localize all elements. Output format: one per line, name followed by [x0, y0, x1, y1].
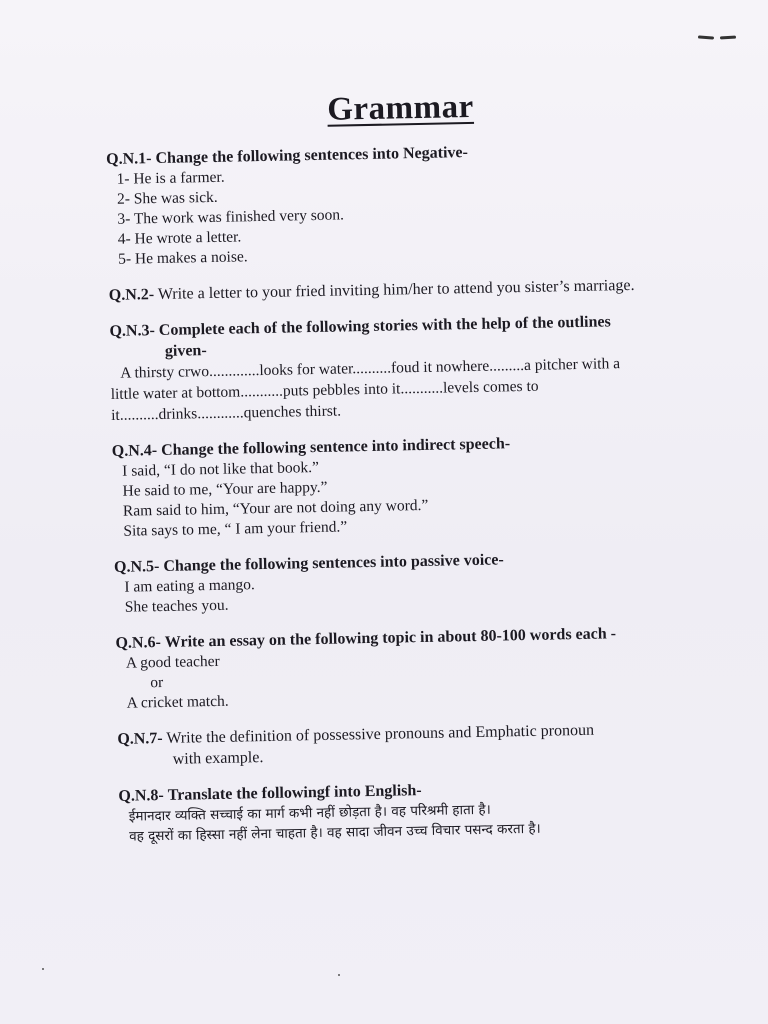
speck — [42, 968, 44, 970]
list-item: A good teacher — [125, 652, 220, 672]
question-3 — [109, 309, 711, 425]
question-number: Q.N.7- — [117, 730, 163, 748]
page-title: Grammar — [326, 88, 475, 128]
list-item: She teaches you. — [124, 596, 229, 616]
question-heading: Change the following sentences into Negative- — [155, 144, 469, 168]
question-heading: Translate the followingf into English- — [167, 782, 422, 804]
question-number: Q.N.1- — [106, 150, 152, 168]
list-item: 4- He wrote a letter. — [117, 228, 242, 248]
question-number: Q.N.8- — [118, 787, 164, 805]
worksheet — [105, 84, 720, 861]
hindi-line: वह दूसरों का हिस्सा नहीं लेना चाहता है। वह सादा जीवन उच्च विचार पसन्द करता है। — [129, 820, 541, 845]
question-heading: Write an essay on the following topic in about 80-100 words each - — [164, 625, 617, 651]
question-number: Q.N.5- — [113, 558, 160, 576]
list-item: A cricket match. — [126, 692, 229, 712]
list-item: 1- He is a farmer. — [116, 168, 225, 188]
question-7 — [117, 717, 718, 771]
list-item: I said, “I do not like that book.” — [122, 458, 320, 480]
question-8 — [118, 774, 719, 847]
question-2 — [109, 273, 709, 306]
question-4 — [112, 429, 714, 541]
question-heading: Write a letter to your fried inviting him/her to attend you sister’s marriage. — [157, 276, 635, 304]
story-line: it..........drinks............quenches thirst. — [110, 402, 342, 424]
corner-mark — [698, 34, 738, 42]
story-line: little water at bottom...........puts pebbles into it...........levels comes to — [110, 377, 539, 403]
question-6 — [115, 621, 716, 714]
question-number: Q.N.4- — [111, 442, 158, 460]
question-heading: Change the following sentences into passive voice- — [163, 551, 504, 575]
question-heading-cont: given- — [164, 342, 207, 360]
list-item: 2- She was sick. — [116, 188, 218, 208]
question-number: Q.N.6- — [115, 634, 161, 652]
story-line: A thirsty crwo.............looks for water..........foud it nowhere.........a pitcher with a — [120, 355, 621, 382]
list-item: or — [150, 673, 164, 692]
speck — [338, 974, 340, 976]
question-heading-cont: with example. — [172, 749, 264, 768]
question-number: Q.N.3- — [109, 322, 156, 340]
list-item: 5- He makes a noise. — [117, 248, 248, 268]
question-1 — [106, 137, 708, 269]
question-5 — [114, 545, 715, 618]
list-item: 3- The work was finished very soon. — [117, 206, 345, 228]
hindi-line: ईमानदार व्यक्ति सच्चाई का मार्ग कभी नहीं छोड़ता है। वह परिश्रमी हाता है। — [128, 801, 491, 825]
question-heading: Change the following sentence into indirect speech- — [160, 435, 511, 459]
list-item: He said to me, “Your are happy.” — [122, 478, 328, 500]
question-heading: Write the definition of possessive pronouns and Emphatic pronoun — [166, 721, 595, 747]
list-item: Sita says to me, “ I am your friend.” — [123, 518, 348, 540]
list-item: Ram said to him, “Your are not doing any word.” — [122, 496, 429, 520]
question-heading: Complete each of the following stories with the help of the outlines — [158, 313, 611, 340]
question-number: Q.N.2- — [108, 286, 155, 304]
list-item: I am eating a mango. — [124, 576, 255, 596]
